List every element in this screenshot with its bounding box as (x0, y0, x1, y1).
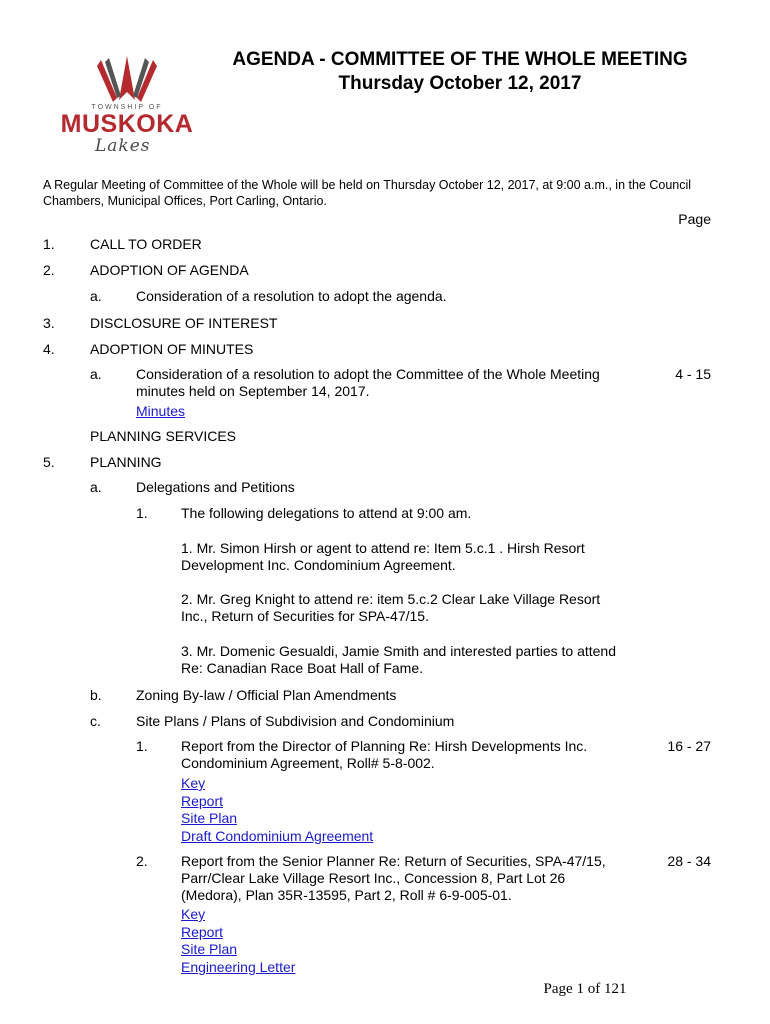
page-range: 28 - 34 (667, 853, 711, 869)
township-logo (57, 48, 197, 158)
delegation-1-line2: Development Inc. Condominium Agreement. (181, 557, 456, 573)
agenda-title-line1: AGENDA - COMMITTEE OF THE WHOLE MEETING (232, 49, 688, 70)
subitem-letter: b. (90, 687, 102, 703)
item-call-to-order: CALL TO ORDER (90, 236, 202, 252)
logo-script: Lakes (95, 136, 151, 156)
delegation-1-line1: 1. Mr. Simon Hirsh or agent to attend re: Item 5.c.1 . Hirsh Resort (181, 540, 585, 556)
subsubitem-number: 1. (136, 738, 148, 754)
minutes-link[interactable]: Minutes (136, 403, 186, 419)
report-link[interactable]: Report (181, 793, 224, 809)
item-number: 2. (43, 262, 55, 278)
agenda-date: Thursday October 12, 2017 (338, 73, 582, 94)
key-link[interactable]: Key (181, 775, 206, 791)
delegation-2-line1: 2. Mr. Greg Knight to attend re: item 5.c.2 Clear Lake Village Resort (181, 591, 601, 607)
meeting-intro: A Regular Meeting of Committee of the Whole will be held on Thursday October 12, 2017, at 9:00 a.m., in the Council Chambers, Municipal Offices, Port Carling, Ontario. (43, 178, 692, 208)
subsubitem-number: 2. (136, 853, 148, 869)
paddles-emblem-icon (57, 48, 197, 108)
section-planning-services: PLANNING SERVICES (90, 428, 237, 444)
agenda-title (200, 48, 720, 96)
delegation-3-line1: 3. Mr. Domenic Gesualdi, Jamie Smith and interested parties to attend (181, 643, 616, 659)
subitem-minutes-line2: minutes held on September 14, 2017. (136, 383, 370, 399)
report-securities-line2: Parr/Clear Lake Village Resort Inc., Concession 8, Part Lot 26 (181, 870, 566, 886)
report-link[interactable]: Report (181, 924, 224, 940)
draft-condominium-agreement-link[interactable]: Draft Condominium Agreement (181, 828, 374, 844)
item-number: 5. (43, 454, 55, 470)
item-planning: PLANNING (90, 454, 162, 470)
delegation-3-line2: Re: Canadian Race Boat Hall of Fame. (181, 660, 424, 676)
subitem-letter: a. (90, 366, 102, 382)
item-adoption-of-minutes: ADOPTION OF MINUTES (90, 341, 254, 357)
item-number: 1. (43, 236, 55, 252)
page-range: 4 - 15 (675, 366, 711, 382)
subitem-adopt-agenda: Consideration of a resolution to adopt the agenda. (136, 288, 447, 304)
page-footer: Page 1 of 121 (543, 981, 627, 997)
page-range: 16 - 27 (667, 738, 711, 754)
delegation-2-line2: Inc., Return of Securities for SPA-47/15. (181, 608, 429, 624)
item-adoption-of-agenda: ADOPTION OF AGENDA (90, 262, 249, 278)
site-plan-link[interactable]: Site Plan (181, 810, 238, 826)
subitem-minutes-line1: Consideration of a resolution to adopt the Committee of the Whole Meeting (136, 366, 600, 382)
item-disclosure-of-interest: DISCLOSURE OF INTEREST (90, 315, 278, 331)
subitem-letter: a. (90, 288, 102, 304)
report-hirsh-line1: Report from the Director of Planning Re: Hirsh Developments Inc. (181, 738, 588, 754)
logo-subtitle: TOWNSHIP OF (91, 104, 163, 111)
report-securities-line1: Report from the Senior Planner Re: Return of Securities, SPA-47/15, (181, 853, 606, 869)
delegations-intro: The following delegations to attend at 9:00 am. (181, 505, 472, 521)
subsubitem-number: 1. (136, 505, 148, 521)
subitem-letter: c. (90, 713, 101, 729)
subitem-delegations: Delegations and Petitions (136, 479, 295, 495)
item-number: 3. (43, 315, 55, 331)
report-hirsh-line2: Condominium Agreement, Roll# 5-8-002. (181, 755, 435, 771)
subitem-letter: a. (90, 479, 102, 495)
engineering-letter-link[interactable]: Engineering Letter (181, 959, 296, 975)
site-plan-link[interactable]: Site Plan (181, 941, 238, 957)
report-securities-line3: (Medora), Plan 35R-13595, Part 2, Roll # 6-9-005-01. (181, 887, 512, 903)
page-column-header: Page (678, 211, 711, 227)
key-link[interactable]: Key (181, 906, 206, 922)
subitem-zoning: Zoning By-law / Official Plan Amendments (136, 687, 397, 703)
item-number: 4. (43, 341, 55, 357)
subitem-site-plans: Site Plans / Plans of Subdivision and Condominium (136, 713, 455, 729)
logo-name: MUSKOKA (60, 110, 194, 138)
